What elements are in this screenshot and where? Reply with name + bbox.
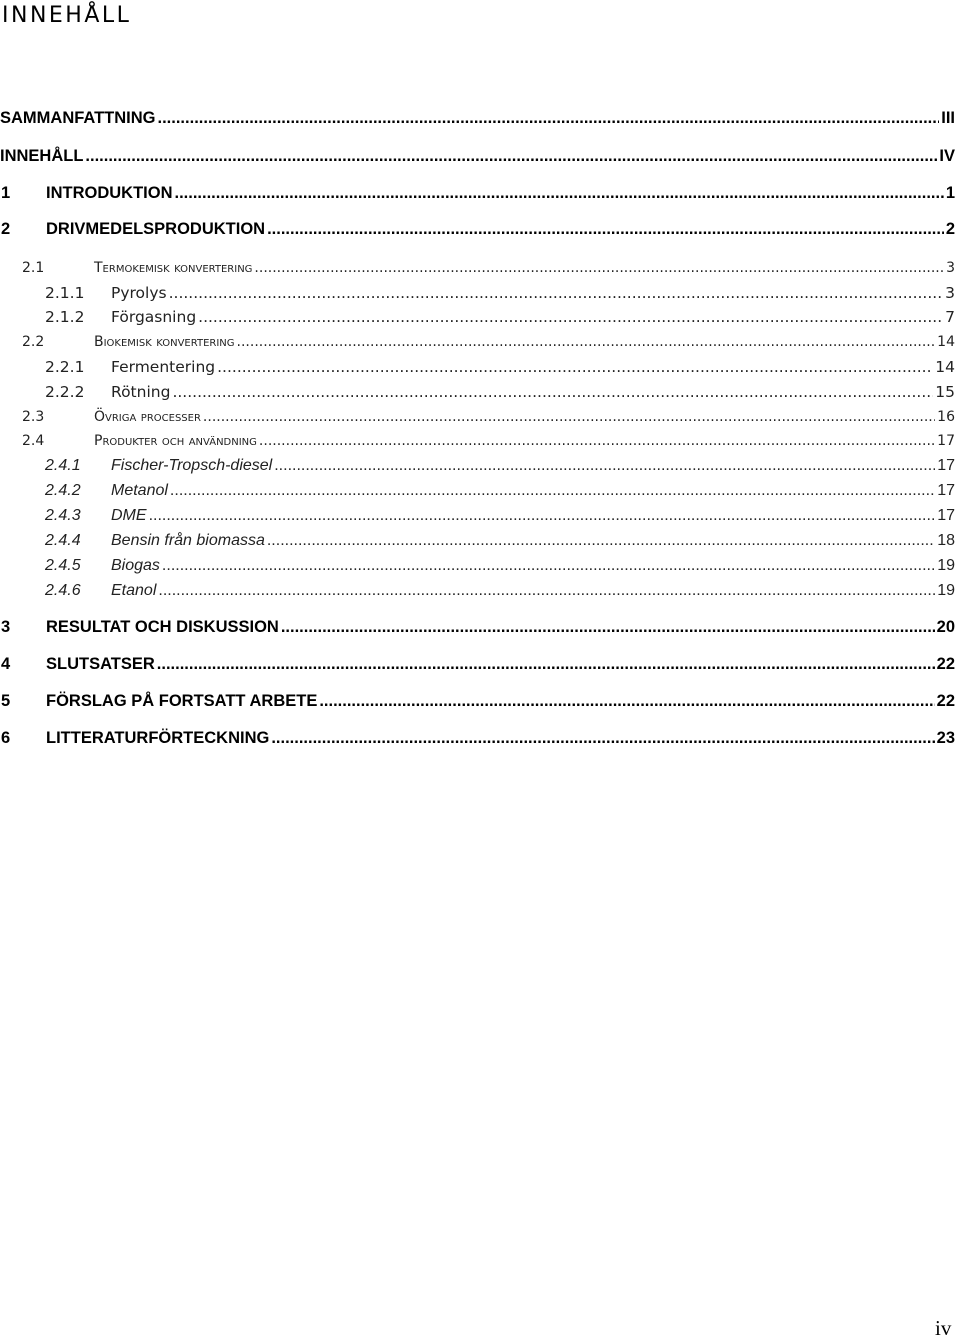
toc-leader: [170, 480, 935, 502]
toc-entry-title: Fermentering: [111, 358, 216, 376]
toc-entry-title: Produkter och användning: [94, 433, 257, 449]
toc-entry-pyrolys[interactable]: [0, 282, 955, 304]
toc-entry-rotning[interactable]: [0, 381, 955, 403]
toc-leader: [237, 331, 936, 353]
toc-leader: [158, 580, 935, 602]
toc-leader: [281, 616, 935, 638]
toc-entry-title: DRIVMEDELSPRODUKTION: [46, 220, 266, 238]
toc-entry-litteraturforteckning[interactable]: [0, 727, 955, 749]
toc-entry-page: III: [941, 109, 955, 127]
toc-entry-number: 2.1: [22, 260, 45, 276]
page-title: INNEHÅLL: [2, 3, 132, 28]
toc-entry-number: 2.4.2: [45, 482, 81, 499]
toc-leader: [162, 555, 935, 577]
toc-entry-number: 2.4.3: [45, 507, 81, 524]
toc-entry-number: 5: [1, 692, 11, 710]
toc-entry-page: 14: [935, 358, 955, 376]
toc-entry-page: 1: [945, 184, 955, 202]
toc-entry-title: SAMMANFATTNING: [0, 109, 156, 127]
toc-leader: [172, 381, 933, 403]
toc-entry-title: Metanol: [111, 482, 168, 499]
toc-entry-page: 17: [937, 482, 955, 499]
toc-entry-number: 2.4.6: [45, 582, 81, 599]
toc-leader: [254, 257, 944, 279]
toc-entry-title: Bensin från biomassa: [111, 532, 265, 549]
toc-entry-page: 15: [935, 383, 955, 401]
toc-entry-page: 17: [937, 457, 955, 474]
toc-entry-number: 2.2.1: [45, 358, 85, 376]
toc-entry-slutsatser[interactable]: [0, 653, 955, 675]
toc-entry-title: Pyrolys: [111, 284, 167, 302]
toc-entry-page: 17: [937, 507, 955, 524]
toc-entry-biokemisk-konvertering[interactable]: [0, 331, 955, 353]
toc-entry-page: 7: [945, 308, 955, 326]
toc-entry-drivmedelsproduktion[interactable]: [0, 218, 955, 240]
toc-entry-page: 22: [936, 655, 955, 673]
toc-entry-sammanfattning[interactable]: [0, 107, 955, 129]
toc-leader: [259, 430, 935, 452]
toc-leader: [271, 727, 934, 749]
toc-entry-number: 1: [1, 184, 11, 202]
toc-entry-page: 22: [936, 692, 955, 710]
toc-leader: [274, 455, 935, 477]
toc-entry-number: 2.1.1: [45, 284, 85, 302]
toc-leader: [149, 505, 936, 527]
toc-entry-title: RESULTAT OCH DISKUSSION: [46, 618, 279, 636]
toc-entry-number: 4: [1, 655, 11, 673]
toc-leader: [217, 356, 933, 378]
toc-entry-etanol[interactable]: [0, 580, 955, 602]
toc-entry-page: 19: [937, 582, 955, 599]
toc-entry-number: 2: [1, 220, 11, 238]
toc-entry-number: 6: [1, 729, 11, 747]
toc-entry-forgasning[interactable]: [0, 306, 955, 328]
toc-entry-forslag-pa-fortsatt-arbete[interactable]: [0, 690, 955, 712]
toc-entry-title: Etanol: [111, 582, 157, 599]
toc-entry-title: Förgasning: [111, 308, 197, 326]
toc-entry-title: Rötning: [111, 383, 171, 401]
toc-entry-title: Övriga processer: [94, 409, 201, 425]
toc-leader: [85, 145, 937, 167]
toc-entry-number: 2.4: [22, 433, 45, 449]
toc-entry-page: 2: [945, 220, 955, 238]
toc-entry-page: 23: [936, 729, 955, 747]
toc-entry-resultat-och-diskussion[interactable]: [0, 616, 955, 638]
toc-leader: [319, 690, 934, 712]
toc-leader: [175, 182, 944, 204]
toc-entry-dme[interactable]: [0, 505, 955, 527]
toc-leader: [157, 653, 935, 675]
toc-leader: [158, 107, 940, 129]
toc-entry-number: 3: [1, 618, 11, 636]
toc-entry-title: LITTERATURFÖRTECKNING: [46, 729, 270, 747]
toc-leader: [169, 282, 944, 304]
toc-entry-page: 3: [946, 260, 955, 276]
toc-entry-title: Fischer-Tropsch-diesel: [111, 457, 273, 474]
toc-leader: [267, 218, 944, 240]
toc-entry-page: 3: [945, 284, 955, 302]
toc-leader: [203, 406, 935, 428]
toc-entry-title: Termokemisk konvertering: [94, 260, 253, 276]
toc-leader: [198, 306, 943, 328]
toc-entry-number: 2.3: [22, 409, 45, 425]
page-number: iv: [935, 1316, 952, 1340]
toc-entry-title: Biokemisk konvertering: [94, 334, 235, 350]
toc-entry-number: 2.1.2: [45, 308, 85, 326]
toc-leader: [267, 530, 935, 552]
toc-entry-innehall[interactable]: [0, 145, 955, 167]
toc-entry-title: FÖRSLAG PÅ FORTSATT ARBETE: [46, 692, 318, 710]
toc-entry-fermentering[interactable]: [0, 356, 955, 378]
toc-entry-page: 20: [936, 618, 955, 636]
toc-entry-ovriga-processer[interactable]: [0, 406, 955, 428]
toc-entry-bensin-fran-biomassa[interactable]: [0, 530, 955, 552]
toc-entry-title: DME: [111, 507, 147, 524]
toc-entry-fischer-tropsch-diesel[interactable]: [0, 455, 955, 477]
toc-entry-title: INTRODUKTION: [46, 184, 173, 202]
toc-entry-number: 2.2: [22, 334, 45, 350]
toc-entry-page: 17: [937, 433, 955, 449]
toc-entry-title: Biogas: [111, 557, 160, 574]
toc-entry-number: 2.4.1: [45, 457, 81, 474]
toc-entry-page: 16: [937, 409, 955, 425]
toc-entry-page: 19: [937, 557, 955, 574]
toc-entry-number: 2.4.5: [45, 557, 81, 574]
toc-entry-page: IV: [939, 147, 955, 165]
toc-entry-metanol[interactable]: [0, 480, 955, 502]
toc-entry-title: SLUTSATSER: [46, 655, 155, 673]
toc-entry-page: 18: [937, 532, 955, 549]
toc-entry-number: 2.4.4: [45, 532, 81, 549]
toc-entry-produkter-och-anvandning[interactable]: [0, 430, 955, 452]
toc-entry-termokemisk-konvertering[interactable]: [0, 257, 955, 279]
toc-entry-title: INNEHÅLL: [0, 147, 84, 165]
toc-entry-page: 14: [937, 334, 955, 350]
toc-entry-number: 2.2.2: [45, 383, 85, 401]
toc-entry-biogas[interactable]: [0, 555, 955, 577]
toc-entry-introduktion[interactable]: [0, 182, 955, 204]
